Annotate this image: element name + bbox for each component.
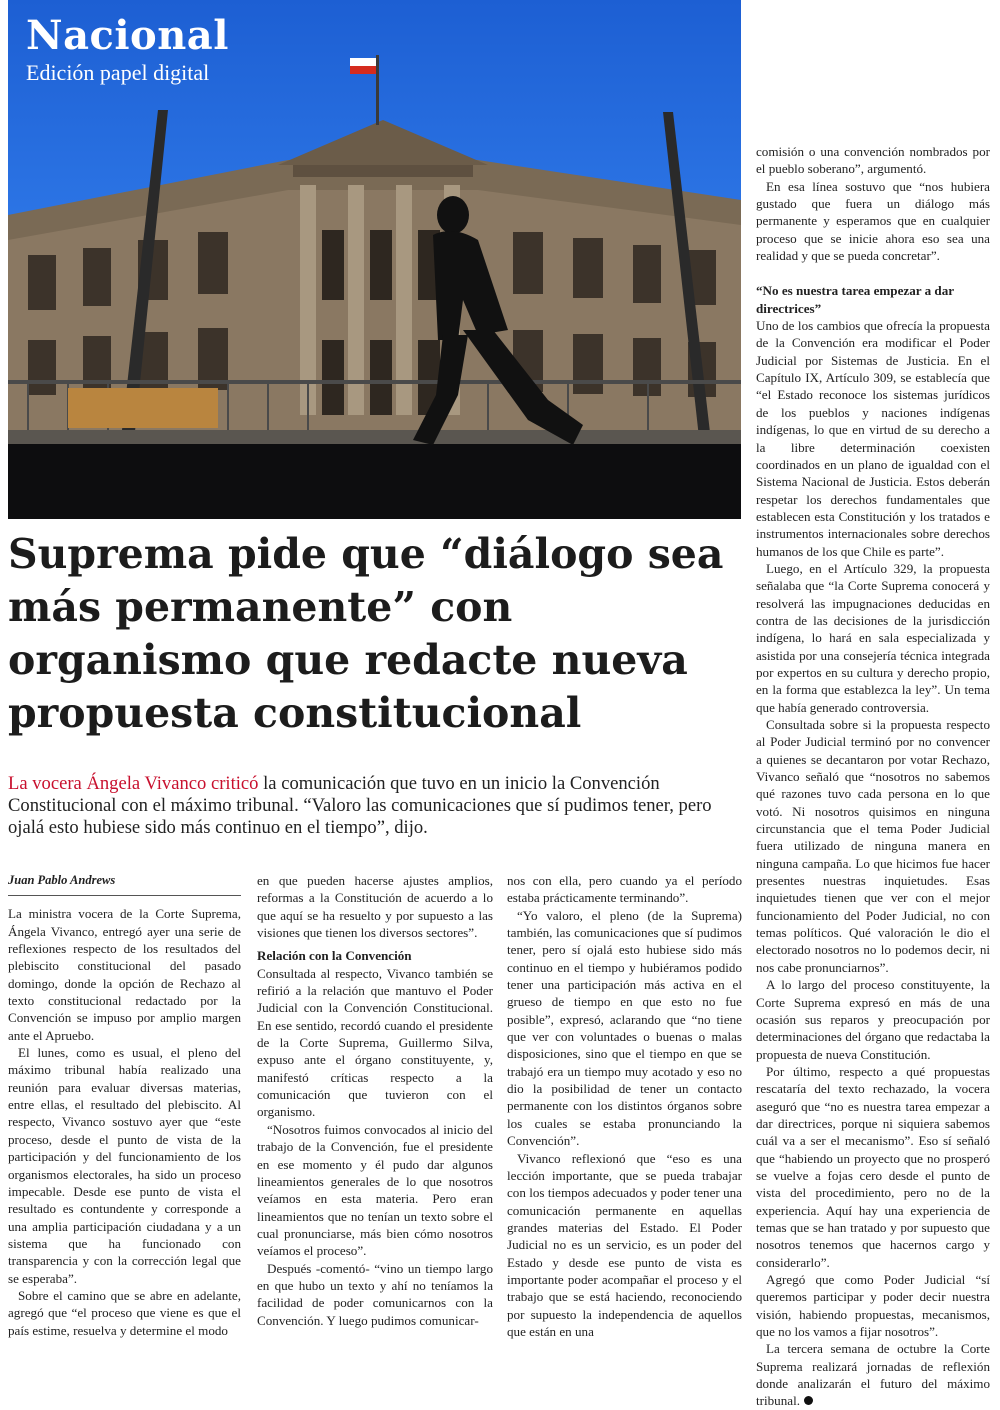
paragraph: La ministra vocera de la Corte Suprema, Ángela Vivanco, entregó ayer una serie de reflexiones respecto de los resultados del plebiscito constitucional del pasado domingo, donde la opción de Rechazo al texto constitucional redactado por la Convención se impuso por amplio margen ante el Apruebo. [8,906,241,1043]
paragraph: En esa línea sostuvo que “nos hubiera gustado que fuera un diálogo más permanente y esperamos que en cualquier proceso que se inicie ahora eso sea una realidad y que se pueda concretar”. [756,178,990,264]
paragraph-text: La tercera semana de octubre la Corte Suprema realizará jornadas de reflexión donde analizarán el futuro del máximo tribunal. [756,1341,990,1409]
lead-highlight: La vocera Ángela Vivanco criticó [8,773,259,794]
lead-text: la comunicación que tuvo en un inicio la Convención Constitucional con el máximo tribunal. “Valoro las comunicaciones que sí pudimos tener, pero ojalá esto hubiese sido más continuo en el tiempo”, dijo. [8,773,712,838]
section-subtitle: Edición papel digital [26,60,210,85]
paragraph: Por último, respecto a qué propuestas rescataría del texto rechazado, la vocera aseguró que “no es nuestra tarea empezar a dar directrices, porque ni siquiera sabemos cuál va a ser el mecanismo”. Eso sí señaló que “habiendo un proyecto que no prosperó se vuelve a fojas cero desde el punto de vista del procedimiento, pero no de la experiencia. Aquí hay una experiencia de temas que se han tratado y por supuesto que nosotros tenemos que hacernos cargo y considerarlo”. [756,1063,990,1270]
end-of-article-icon [804,1396,813,1405]
byline: Juan Pablo Andrews [8,872,241,896]
article-column-1 [8,872,241,1339]
paragraph: Luego, en el Artículo 329, la propuesta señalaba que “la Corte Suprema conocerá y resolverá las impugnaciones deducidas en contra de las decisiones de la jurisdicción indígena, lo hará en sala especializada y asistida por una consejería técnica integrada por expertos en su cultura y derecho propio, en la forma que establezca la ley”. Un tema que había generado controversia. [756,560,990,715]
article-headline: Suprema pide que “diálogo sea más permanente” con organismo que redacte nueva propuesta constitucional [8,530,724,737]
paragraph: Uno de los cambios que ofrecía la propuesta de la Convención era modificar el Poder Judicial por Sistemas de Justicia. En el Capítulo IX, Artículo 309, se establecía que “el Estado reconoce los sistemas jurídicos de los pueblos y naciones indígenas indígenas, lo que en virtud de su derecho a la libre determinación coexisten coordinados en un plano de igualdad con el Sistema Nacional de Justicia. Estos deberán respetar los derechos fundamentales que establecen esta Constitución y los tratados e instrumentos internacionales sobre derechos humanos de los que Chile es parte”. [756,318,990,559]
paragraph: Consultada sobre si la propuesta respecto al Poder Judicial terminó por no convencer a quienes se decantaron por votar Rechazo, Vivanco señaló que “nosotros no sabemos qué razones tuvo cada persona en lo que votó. Ni nosotros quisimos en ninguna circunstancia que el tema Poder Judicial fuera utilizado de ninguna manera en ninguna campaña. Lo que hicimos fue hacer presentes nuestras inquietudes. Esas inquietudes tienen que ver con el mejor funcionamiento del Poder Judicial, no con temas políticos. Qué valoración le dio el electorado nosotros no lo podemos decir, ni nos cabe pronunciarnos”. [756,717,990,975]
article-lead [8,773,743,839]
paragraph: El lunes, como es usual, el pleno del máximo tribunal había realizado una reunión para evaluar diversas materias, entre ellas, el resultado del plebiscito. Al respecto, Vivanco sostuvo ayer que “este proceso, desde el punto de vista de la participación y del funcionamiento de los organismos electorales, ha sido un proceso impecable. Desde ese punto de vista el resultado es contundente y corresponde a una amplia participación ciudadana y a un sistema que ha funcionado con transparencia y con la corrección legal que se esperaba”. [8,1045,241,1286]
section-subheading: “No es nuestra tarea empezar a dar directrices” [756,283,954,316]
paragraph: Agregó que como Poder Judicial “sí queremos participar y poder decir nuestra visión, habiendo propuestas, mecanismos, que no los vamos a fijar nosotros”. [756,1272,990,1340]
paragraph: “Nosotros fuimos convocados al inicio del trabajo de la Convención, fue el presidente en ese momento y él pudo dar algunos lineamientos generales de lo que nosotros veíamos en esta materia. Pero eran lineamientos que no tenían un texto sobre el cual pronunciarse, más bien cómo nosotros veíamos el proceso”. [257,1121,493,1259]
section-title: Nacional [26,12,229,59]
section-masthead [26,14,229,86]
paragraph: en que pueden hacerse ajustes amplios, reformas a la Constitución de acuerdo a lo que aquí se ha resuelto y por supuesto a las visiones que tienen los diversos sectores”. [257,873,493,941]
paragraph: Consultada al respecto, Vivanco también se refirió a la relación que mantuvo el Poder Judicial con la Convención Constitucional. En ese sentido, recordó cuando el presidente de la Corte Suprema, Guillermo Silva, expuso ante el órgano constituyente, y, manifestó críticas respecto a la comunicación que tuvieron con el organismo. [257,965,493,1120]
paragraph: Sobre el camino que se abre en adelante, agregó que “el proceso que viene es que el país estime, resuelva y determine el modo [8,1287,241,1338]
article-column-2 [257,872,493,1329]
paragraph: A lo largo del proceso constituyente, la Corte Suprema expresó en más de una ocasión sus reparos y preocupación por determinaciones del órgano que redactaba la propuesta de nueva Constitución. [756,977,990,1062]
section-subheading: Relación con la Convención [257,948,412,964]
article-column-3 [507,872,742,1340]
paragraph: nos con ella, pero cuando ya el período estaba prácticamente terminando”. [507,873,742,906]
article-column-4 [756,143,990,1410]
paragraph: Vivanco reflexionó que “eso es una lección importante, que se pueda trabajar con los tiempos adecuados y poder tener una comunicación permanente en aquellas grandes materias del Estado. El Poder Judicial no es un servicio, es un poder del Estado y desde ese punto de vista es importante poder acompañar el proceso y el trabajo que se está haciendo, reconociendo por supuesto la independencia de aquellos que están en una [507,1150,742,1339]
article-photo [8,0,741,519]
paragraph: comisión o una convención nombrados por el pueblo soberano”, argumentó. [756,144,990,177]
final-paragraph [756,1340,990,1409]
paragraph: Después -comentó- “vino un tiempo largo en que hubo un texto y ahí no teníamos la facilidad de poder comunicarnos con la Convención. Y luego pudimos comunicar- [257,1260,493,1328]
paragraph: “Yo valoro, el pleno (de la Suprema) también, las comunicaciones que sí pudimos tener, pero sí ojalá esto hubiese sido más continuo en el tiempo y hubiéramos podido tener una participación más activa en el grueso de tiempo en que esto no fue posible”, expresó, aclarando que “no tiene que ver con voluntades o buenas o malas disposiciones, sino que el tiempo en que se trabajó era un tiempo muy acotado y eso no dio la posibilidad de tener un contacto permanente con los distintos órganos sobre los cuales se estaba pronunciando la Convención”. [507,907,742,1149]
